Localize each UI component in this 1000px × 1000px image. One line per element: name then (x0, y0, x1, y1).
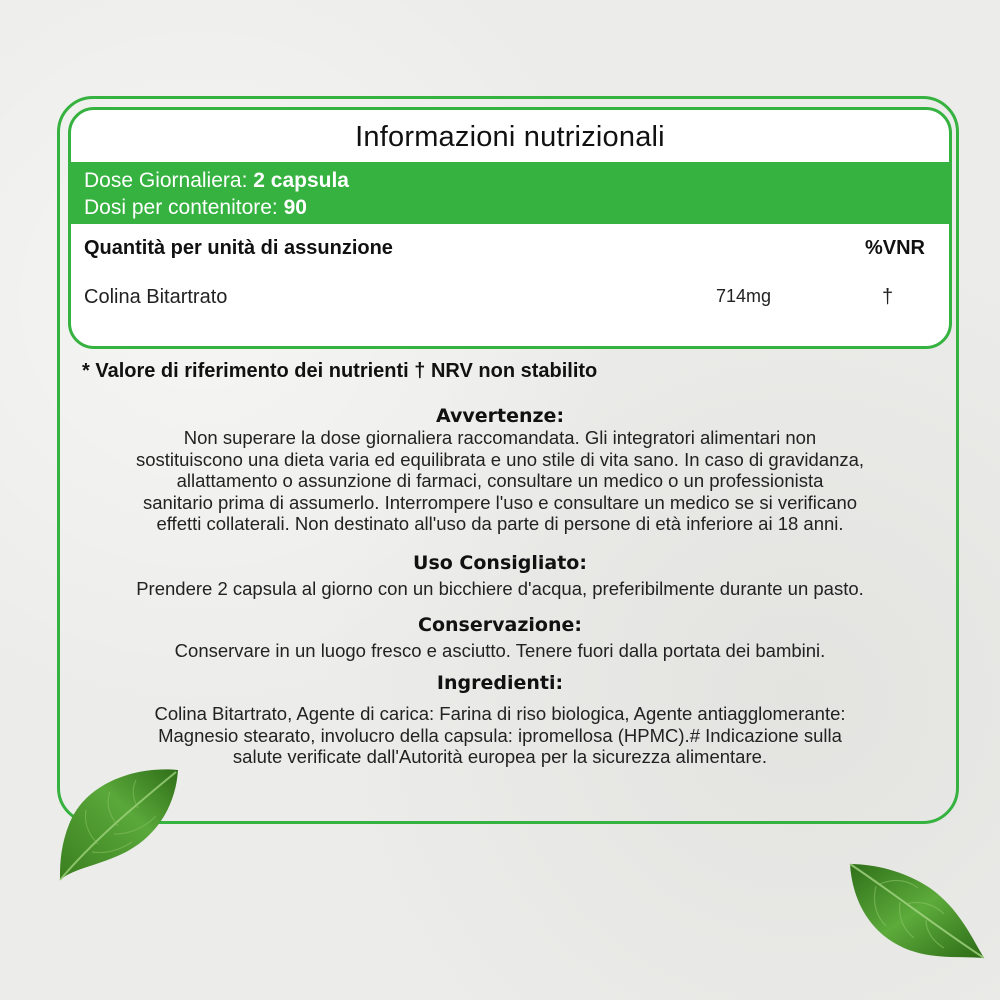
warnings-heading: Avvertenze: (435, 405, 565, 427)
table-title: Informazioni nutrizionali (355, 121, 665, 153)
doses-per-container-label: Dosi per contenitore: (84, 196, 284, 219)
warnings-body (70, 427, 930, 535)
usage-heading: Uso Consigliato: (413, 552, 587, 574)
storage-text: Conservare in un luogo fresco e asciutto. Tenere fuori dalla portata dei bambini. (174, 640, 826, 661)
header-nrv: %VNR (864, 237, 925, 259)
ingredients-line: Magnesio stearato, involucro della capsula: ipromellosa (HPMC).# Indicazione sulla (158, 724, 842, 746)
ingredients-line: Colina Bitartrato, Agente di carica: Farina di riso biologica, Agente antiagglomerante: (154, 703, 846, 724)
daily-dose (84, 167, 949, 194)
ingredients-line: salute verificate dall'Autorità europea per la sicurezza alimentare. (232, 746, 768, 767)
warnings-line: sanitario prima di assumerlo. Interrompere l'uso e consultare un medico se si verificano (142, 491, 858, 513)
dose-band (71, 162, 949, 224)
footnote: * Valore di riferimento dei nutrienti † NRV non stabilito (82, 360, 598, 382)
daily-dose-value: 2 capsula (253, 169, 349, 192)
usage-section (70, 552, 930, 600)
warnings-line: allattamento o assunzione di farmaci, consultare un medico o un professionista (176, 470, 824, 491)
warnings-section (70, 405, 930, 535)
header-quantity: Quantità per unità di assunzione (84, 237, 393, 259)
storage-section (70, 614, 930, 662)
doses-per-container-value: 90 (283, 196, 307, 219)
warnings-line: effetti collaterali. Non destinato all'uso da parte di persone di età inferiore ai 18 anni. (156, 513, 844, 534)
leaf-icon (52, 762, 184, 884)
ingredients-heading: Ingredienti: (436, 672, 564, 694)
warnings-line: sostituiscono una dieta varia ed equilibrata e uno stile di vita sano. In caso di gravidanza, (135, 448, 865, 470)
daily-dose-label: Dose Giornaliera: (84, 169, 254, 192)
usage-text: Prendere 2 capsula al giorno con un bicchiere d'acqua, preferibilmente durante un pasto. (136, 578, 864, 599)
warnings-line: Non superare la dose giornaliera raccomandata. Gli integratori alimentari non (183, 427, 817, 448)
row-amount: 714mg (716, 286, 772, 306)
row-nrv: † (882, 286, 894, 308)
ingredients-section (70, 672, 930, 768)
doses-per-container (84, 194, 949, 221)
storage-heading: Conservazione: (418, 614, 582, 636)
nutrition-table (68, 107, 952, 349)
ingredients-body (70, 703, 930, 768)
leaf-icon (846, 858, 988, 964)
row-name: Colina Bitartrato (84, 286, 228, 308)
table-header (84, 237, 925, 260)
